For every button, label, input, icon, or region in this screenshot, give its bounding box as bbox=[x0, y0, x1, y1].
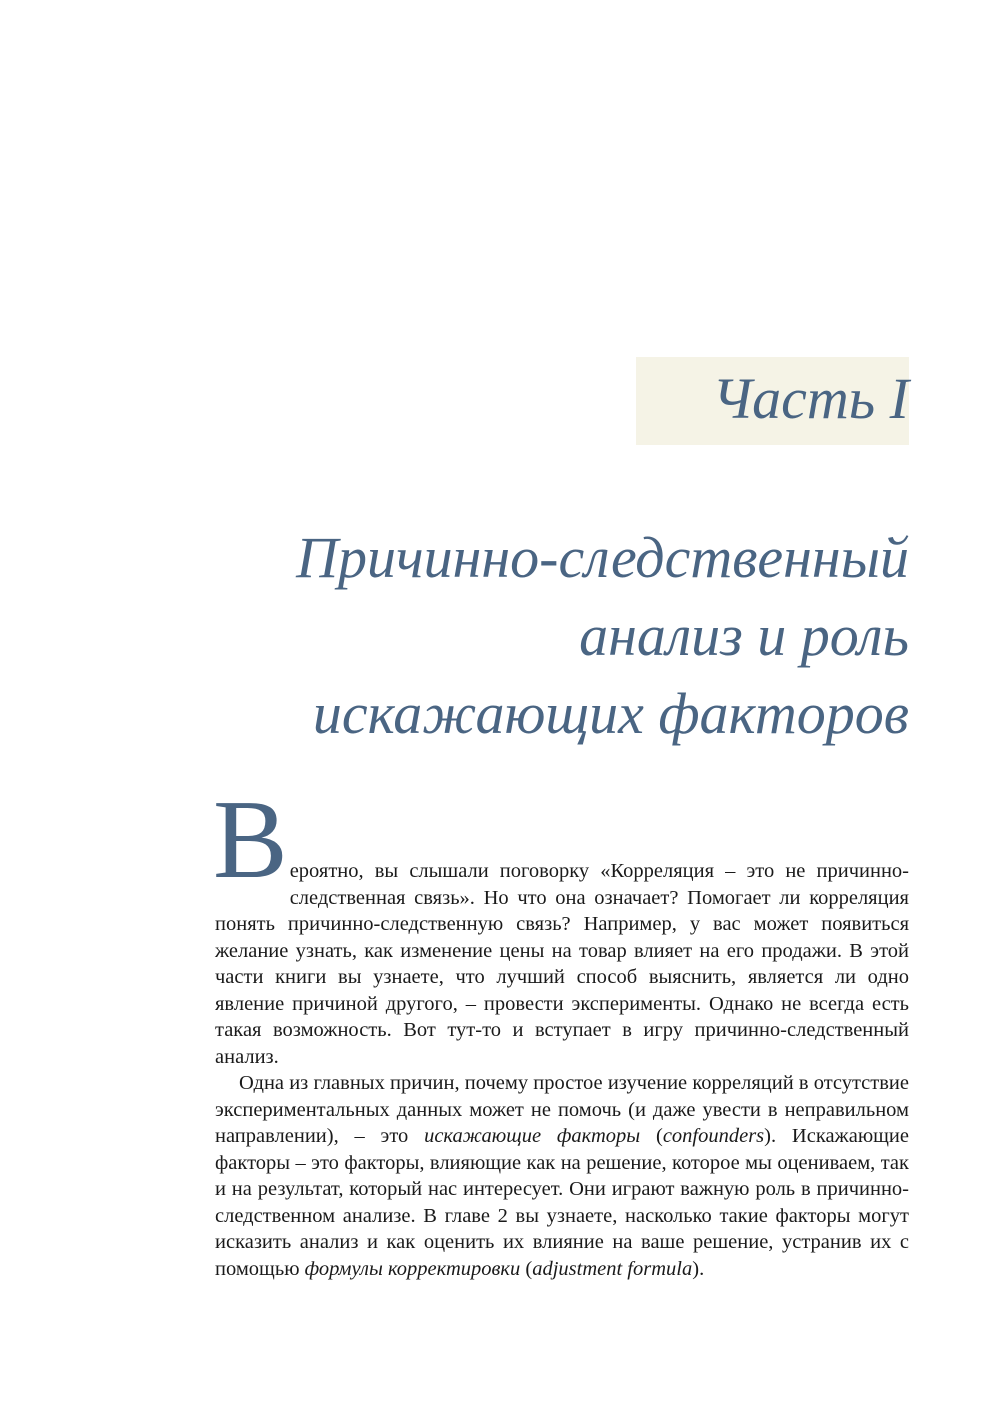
part-label: Часть I bbox=[712, 366, 909, 431]
paragraph-text: Одна из главных причин, почему простое изучение корреляций в отсутствие экспериментальных данных может не помочь (и даже увести в неправильном направлении), – это bbox=[215, 1072, 909, 1147]
term-confounders-ru: искажающие факторы bbox=[424, 1125, 641, 1147]
paragraph-text: ( bbox=[520, 1257, 533, 1280]
part-title bbox=[149, 519, 909, 753]
part-title-line: анализ и роль bbox=[579, 603, 909, 668]
intro-text bbox=[213, 778, 909, 1282]
intro-paragraph-1 bbox=[213, 778, 909, 1070]
part-title-line: искажающих факторов bbox=[312, 681, 909, 746]
drop-cap: В bbox=[213, 778, 288, 902]
paragraph-text: ероятно, вы слышали поговорку «Корреляция – это не причинно-следственная связь». Но что она означает? Помогает ли корреляция понять причинно-следственную связь? Например, у вас может появиться желание узнать, как изменение цены на товар влияет на его продажи. В этой части книги вы узнаете, что лучший способ выяснить, является ли одно явление причиной другого, – провести эксперименты. Однако не всегда есть такая возможность. Вот тут-то и вступает в игру причинно-следственный анализ. bbox=[215, 860, 909, 1068]
paragraph-text: ). bbox=[692, 1257, 705, 1280]
term-adjustment-ru: формулы корректировки bbox=[304, 1257, 521, 1280]
part-title-line: Причинно-следственный bbox=[296, 525, 909, 590]
intro-paragraph-2 bbox=[215, 1070, 909, 1282]
term-confounders-en: confounders bbox=[662, 1125, 765, 1147]
paragraph-text: ( bbox=[640, 1125, 663, 1147]
paragraph-text: ). Искажающие факторы – это факторы, влияющие как на решение, которое мы оцениваем, так и на результат, который нас интересует. Они играют важную роль в причинно-следственном анализе. В главе 2 вы узнаете, насколько такие факторы могут исказить анализ и как оценить их влияние на ваше решение, устранив их с помощью bbox=[215, 1125, 909, 1280]
term-adjustment-en: adjustment formula bbox=[532, 1257, 693, 1280]
